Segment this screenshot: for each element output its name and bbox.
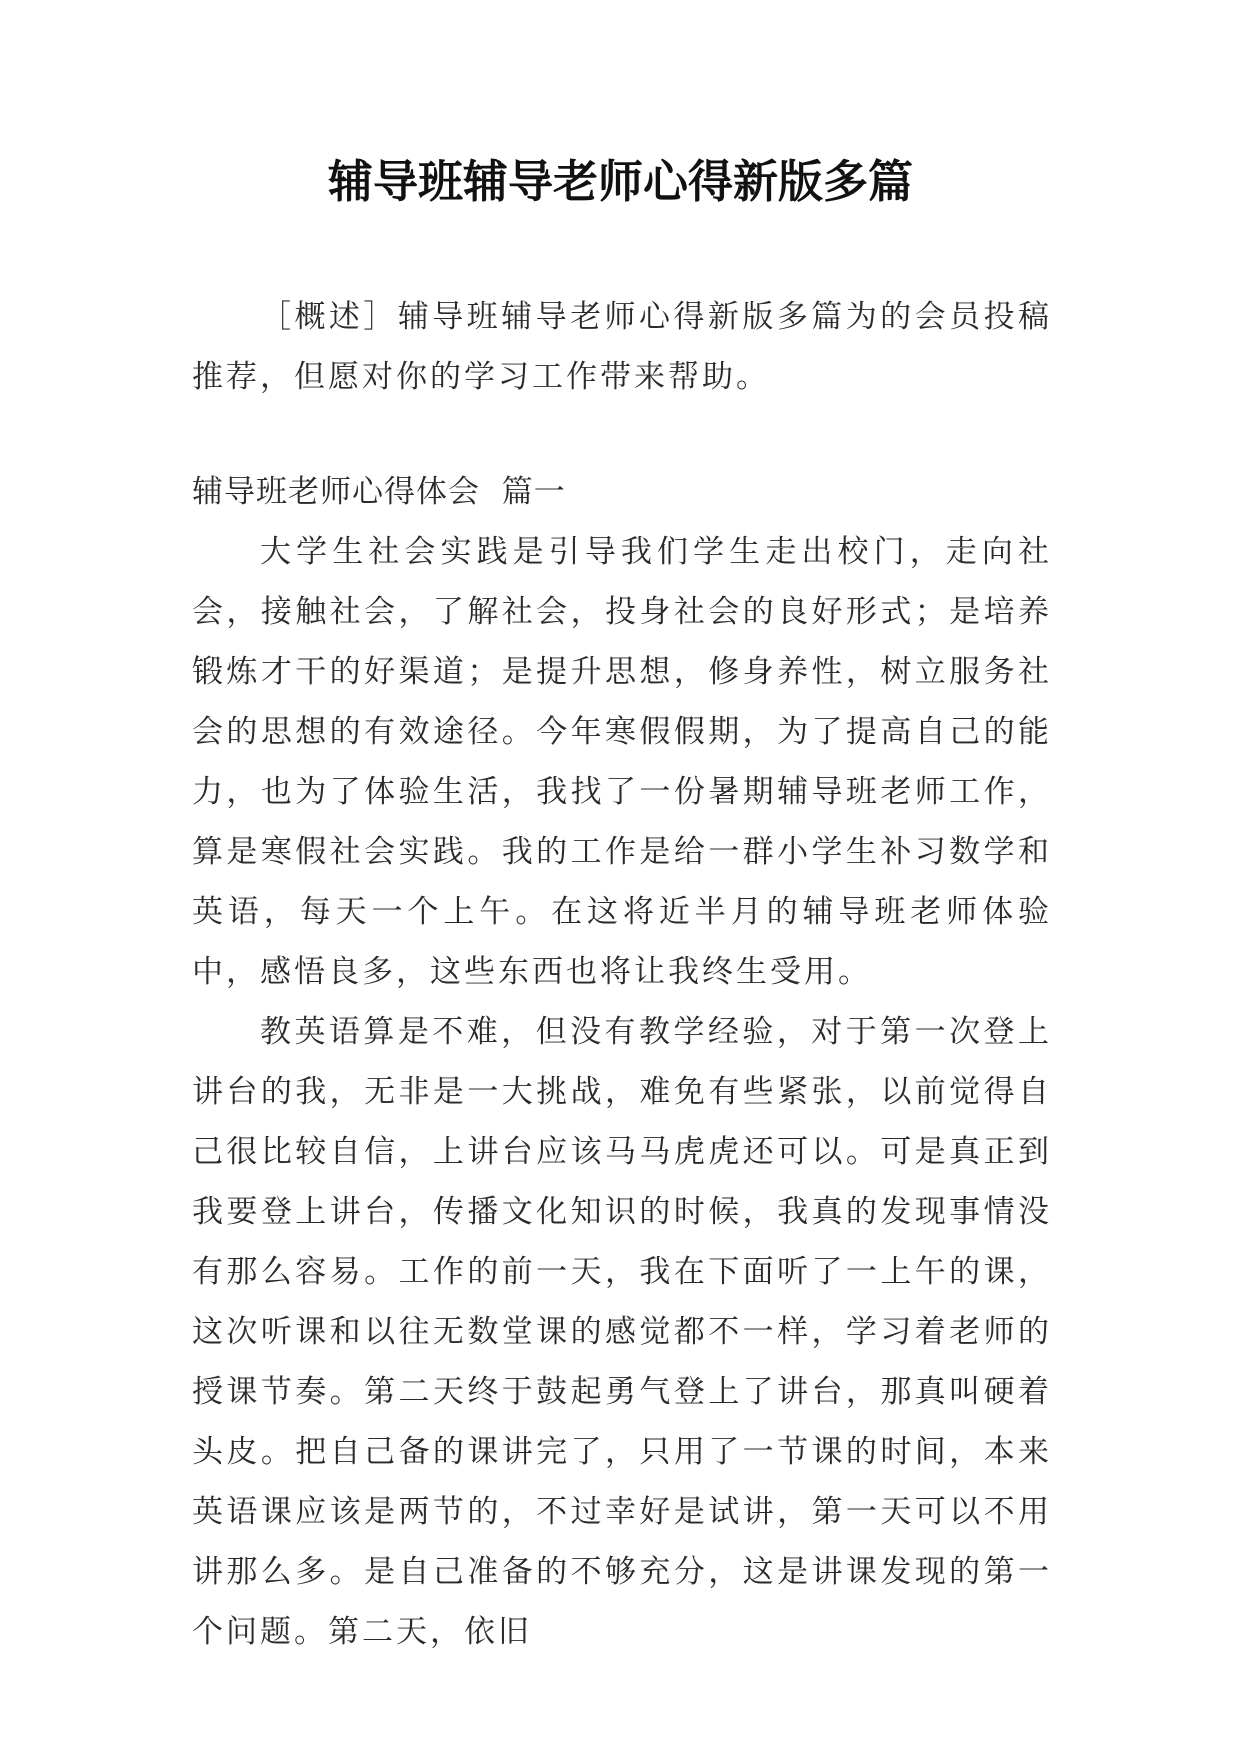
document-summary [192,287,1052,407]
body-paragraph: 教英语算是不难，但没有教学经验，对于第一次登上讲台的我，无非是一大挑战，难免有些紧张，以前觉得自己很比较自信，上讲台应该马马虎虎还可以。可是真正到我要登上讲台，传播文化知识的时候，我真的发现事情没有那么容易。工作的前一天，我在下面听了一上午的课，这次听课和以往无数堂课的感觉都不一样，学习着老师的授课节奏。第二天终于鼓起勇气登上了讲台，那真叫硬着头皮。把自己备的课讲完了，只用了一节课的时间，本来英语课应该是两节的，不过幸好是试讲，第一天可以不用讲那么多。是自己准备的不够充分，这是讲课发现的第一个问题。第二天，依旧 [192,1014,1052,1650]
summary-paragraph: ［概述］辅导班辅导老师心得新版多篇为的会员投稿推荐，但愿对你的学习工作带来帮助。 [192,299,1052,395]
section-heading: 辅导班老师心得体会 篇一 [192,474,566,510]
section-one [192,462,1052,1662]
body-paragraph: 大学生社会实践是引导我们学生走出校门，走向社会，接触社会，了解社会，投身社会的良好形式；是培养锻炼才干的好渠道；是提升思想，修身养性，树立服务社会的思想的有效途径。今年寒假假期，为了提高自己的能力，也为了体验生活，我找了一份暑期辅导班老师工作，算是寒假社会实践。我的工作是给一群小学生补习数学和英语，每天一个上午。在这将近半月的辅导班老师体验中，感悟良多，这些东西也将让我终生受用。 [192,534,1052,990]
document-title: 辅导班辅导老师心得新版多篇 [327,155,913,208]
